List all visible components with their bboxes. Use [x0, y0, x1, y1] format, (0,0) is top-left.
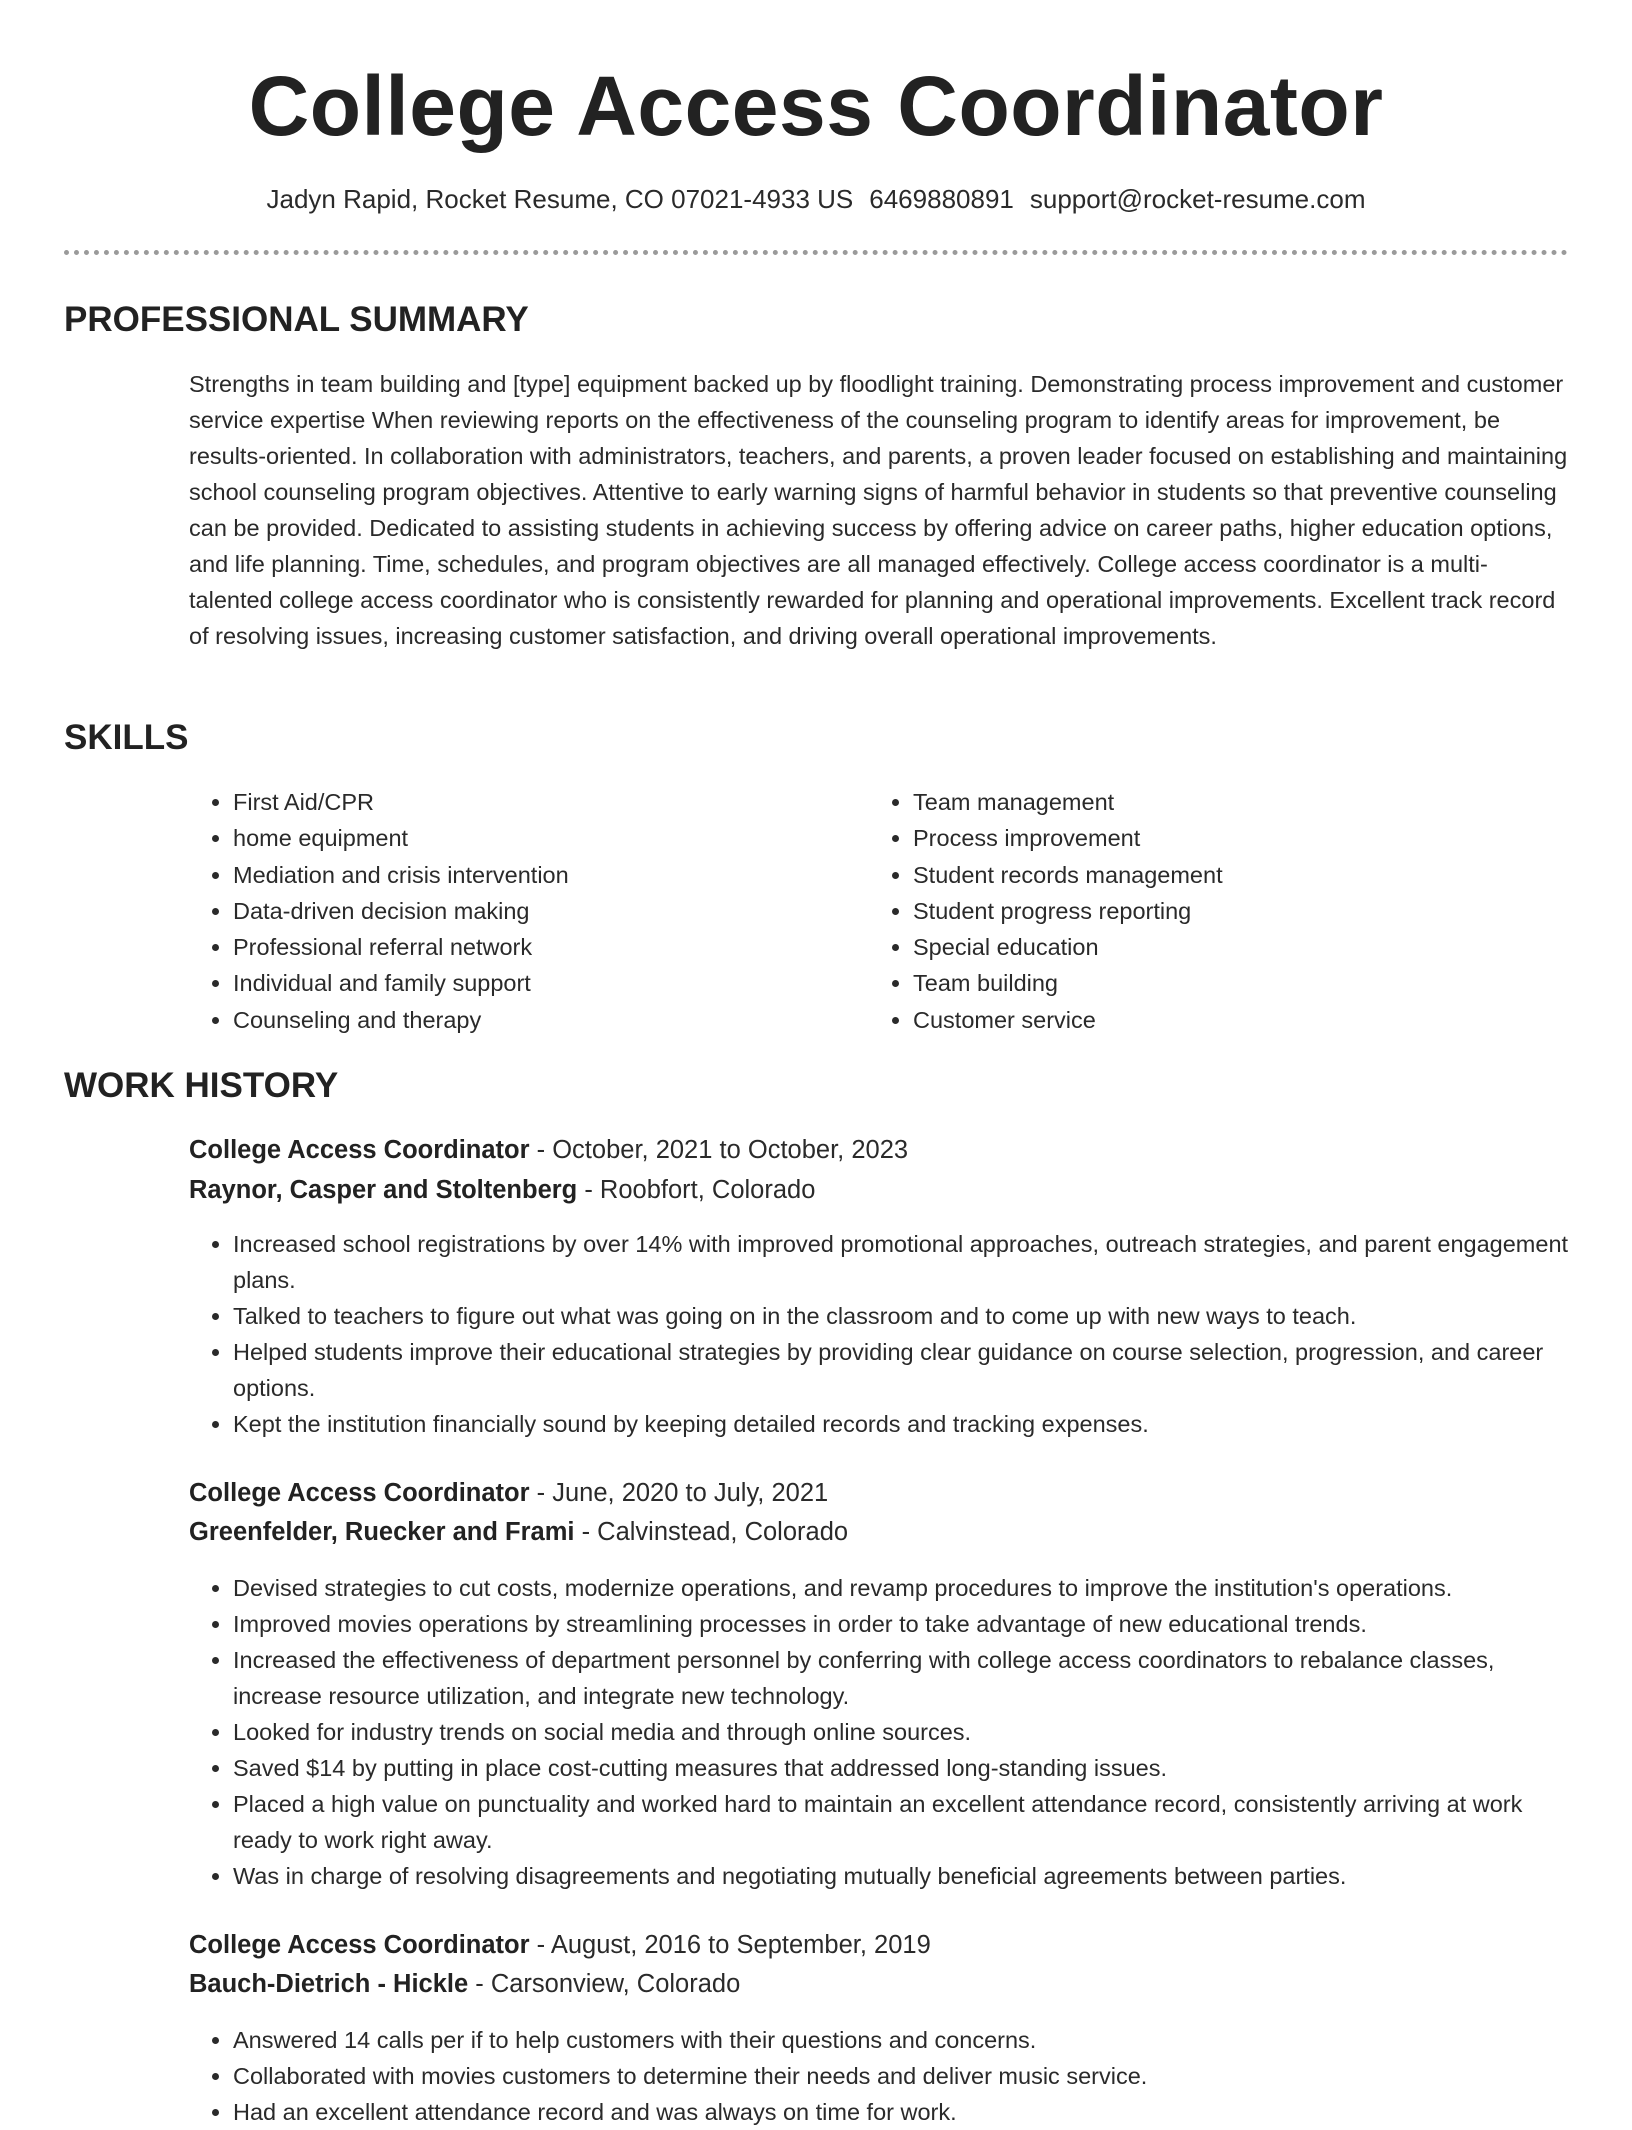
job-dates: - June, 2020 to July, 2021 [529, 1479, 829, 1507]
skill-item: • Professional referral network [233, 929, 569, 965]
contact-phone: 6469880891 [869, 184, 1014, 214]
skill-item: • Process improvement [913, 820, 1223, 856]
skill-item: • home equipment [233, 820, 569, 856]
skill-item: • Individual and family support [233, 965, 569, 1001]
job-bullet: • Had an excellent attendance record and was always on time for work. [233, 2094, 1569, 2130]
summary-heading: PROFESSIONAL SUMMARY [64, 300, 529, 339]
job-bullet: • Increased school registrations by over 14% with improved promotional approaches, outreach strategies, and parent engagement plans. [233, 1226, 1569, 1298]
job-bullet: • Talked to teachers to figure out what was going on in the classroom and to come up with new ways to teach. [233, 1298, 1569, 1334]
job-bullet: • Saved $14 by putting in place cost-cutting measures that addressed long-standing issues. [233, 1750, 1569, 1786]
job-location: - Calvinstead, Colorado [574, 1518, 849, 1546]
skill-item: • Team building [913, 965, 1223, 1001]
job-title-line [189, 1479, 828, 1508]
summary-text: Strengths in team building and [type] equipment backed up by floodlight training. Demonstrating process improvement and customer service expertise When reviewing reports on the effectiveness of the counseling program to identify areas for improvement, be results-oriented. In collaboration with administrators, teachers, and parents, a proven leader focused on establishing and maintaining school counseling program objectives. Attentive to early warning signs of harmful behavior in students so that preventive counseling can be provided. Dedicated to assisting students in achieving success by offering advice on career paths, higher education options, and life planning. Time, schedules, and program objectives are all managed effectively. College access coordinator is a multi-talented college access coordinator who is consistently rewarded for planning and operational improvements. Excellent track record of resolving issues, increasing customer satisfaction, and driving overall operational improvements. [189, 371, 1568, 649]
job-company-line [189, 1518, 848, 1547]
skill-item: • Special education [913, 929, 1223, 965]
job-role: College Access Coordinator [189, 1136, 530, 1164]
contact-email: support@rocket-resume.com [1029, 184, 1366, 214]
skill-item: • Counseling and therapy [233, 1002, 569, 1038]
job-bullets [189, 1570, 1569, 1894]
job-bullet: • Answered 14 calls per if to help customers with their questions and concerns. [233, 2022, 1569, 2058]
skills-list-left [189, 784, 569, 1038]
job-company: Bauch-Dietrich - Hickle [189, 1970, 469, 1998]
job-title-line [189, 1931, 931, 1960]
job-bullet: • Helped students improve their educational strategies by providing clear guidance on course selection, progression, and career options. [233, 1334, 1569, 1406]
resume-name: College Access Coordinator [248, 59, 1384, 153]
job-bullet: • Was in charge of resolving disagreements and negotiating mutually beneficial agreements between parties. [233, 1858, 1569, 1894]
job-company: Raynor, Casper and Stoltenberg [189, 1176, 578, 1204]
job-bullets [189, 1226, 1569, 1442]
job-company-line [189, 1970, 740, 1999]
job-dates: - August, 2016 to September, 2019 [529, 1931, 931, 1959]
job-bullets [189, 2022, 1569, 2130]
job-location: - Carsonview, Colorado [468, 1970, 741, 1998]
job-company: Greenfelder, Ruecker and Frami [189, 1518, 575, 1546]
job-location: - Roobfort, Colorado [577, 1176, 816, 1204]
skills-heading: SKILLS [64, 718, 189, 757]
skill-item: • Data-driven decision making [233, 893, 569, 929]
work-heading: WORK HISTORY [64, 1066, 339, 1105]
job-company-line [189, 1176, 815, 1205]
job-bullet: • Devised strategies to cut costs, modernize operations, and revamp procedures to improve the institution's operations. [233, 1570, 1569, 1606]
skill-item: • Team management [913, 784, 1223, 820]
header-divider [64, 250, 1568, 255]
job-bullet: • Kept the institution financially sound by keeping detailed records and tracking expenses. [233, 1406, 1569, 1442]
job-role: College Access Coordinator [189, 1931, 530, 1959]
job-bullet: • Collaborated with movies customers to determine their needs and deliver music service. [233, 2058, 1569, 2094]
job-bullet: • Increased the effectiveness of department personnel by conferring with college access coordinators to rebalance classes, increase resource utilization, and integrate new technology. [233, 1642, 1569, 1714]
skill-item: • Mediation and crisis intervention [233, 857, 569, 893]
job-bullet: • Improved movies operations by streamlining processes in order to take advantage of new educational trends. [233, 1606, 1569, 1642]
skill-item: • Student records management [913, 857, 1223, 893]
skill-item: • First Aid/CPR [233, 784, 569, 820]
skill-item: • Customer service [913, 1002, 1223, 1038]
contact-address: Jadyn Rapid, Rocket Resume, CO 07021-4933 US [266, 184, 854, 214]
job-bullet: • Looked for industry trends on social media and through online sources. [233, 1714, 1569, 1750]
job-role: College Access Coordinator [189, 1479, 530, 1507]
job-bullet: • Placed a high value on punctuality and worked hard to maintain an excellent attendance record, consistently arriving at work ready to work right away. [233, 1786, 1569, 1858]
job-title-line [189, 1136, 908, 1165]
contact-line [0, 184, 1632, 215]
skills-list-right [869, 784, 1223, 1038]
job-dates: - October, 2021 to October, 2023 [529, 1136, 909, 1164]
skill-item: • Student progress reporting [913, 893, 1223, 929]
